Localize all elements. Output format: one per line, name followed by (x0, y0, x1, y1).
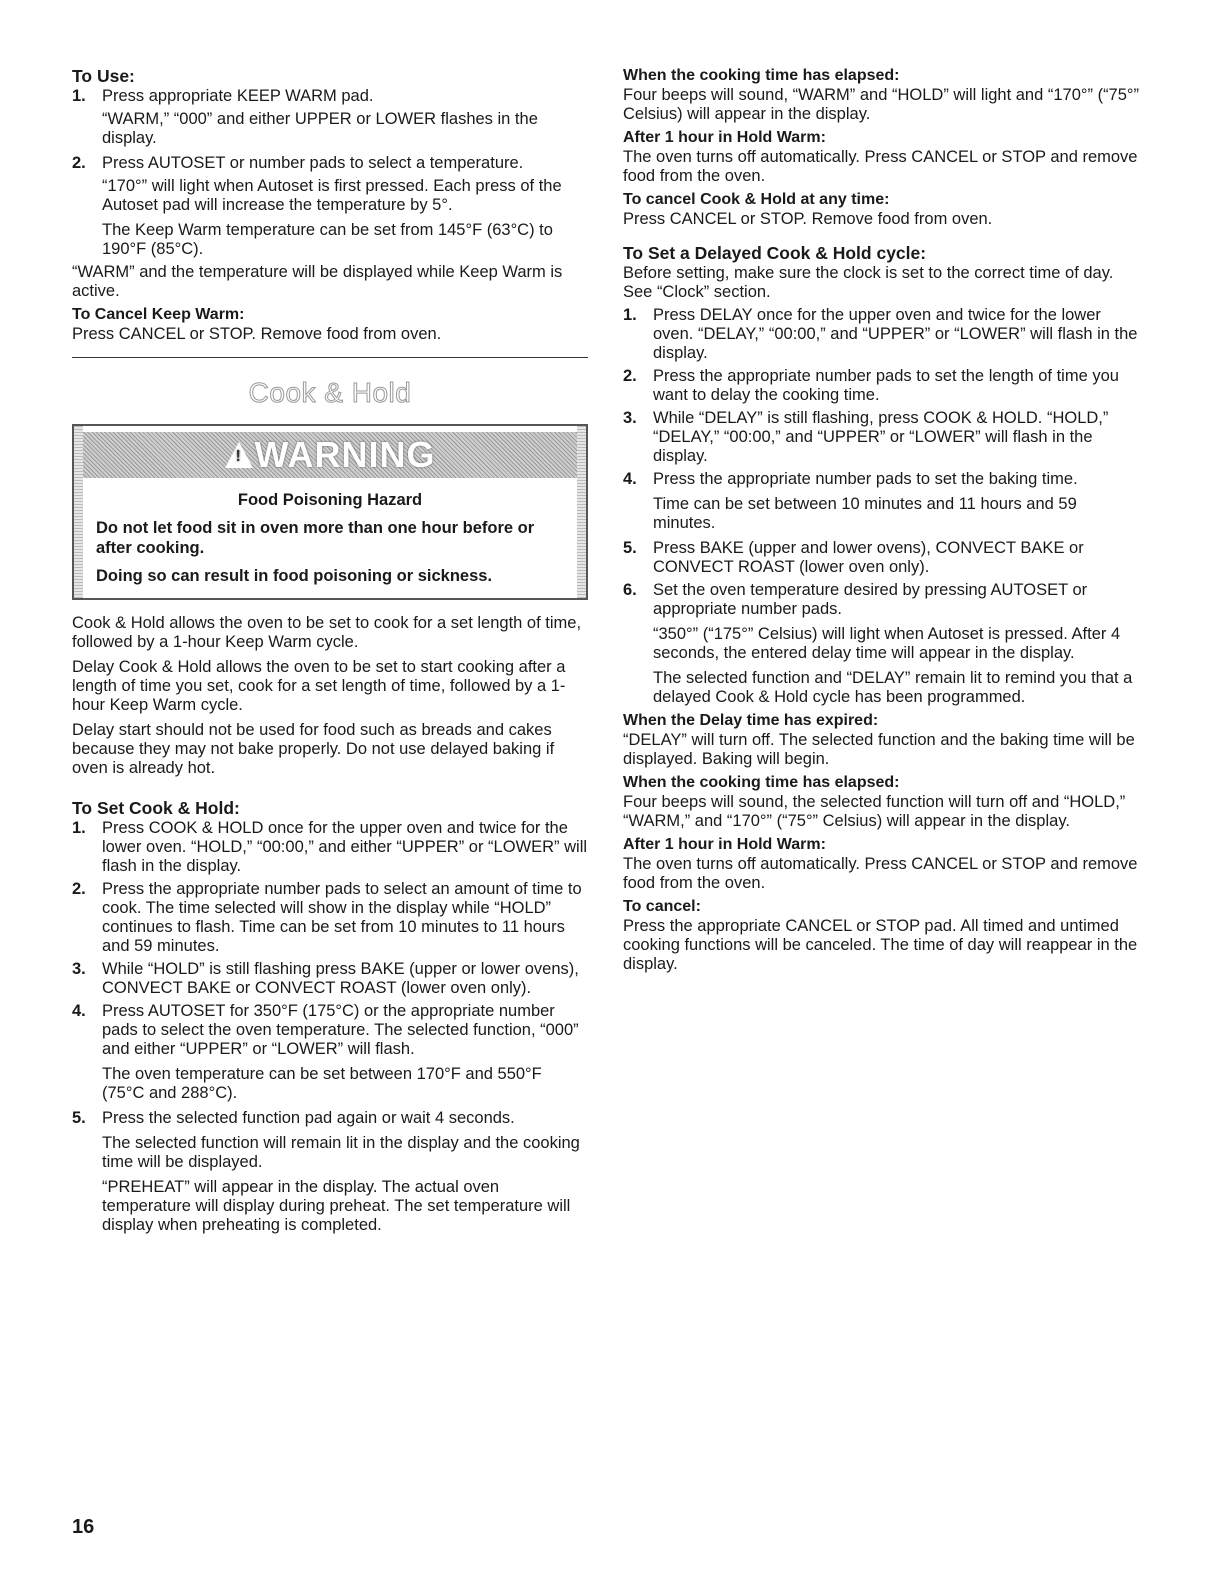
delayed-steps (623, 306, 1143, 707)
set-cook-hold-heading: To Set Cook & Hold: (72, 798, 240, 818)
intro-paragraph: Delay Cook & Hold allows the oven to be set to start cooking after a length of time you set, cook for a set length of time, followed by a 1-hour Keep Warm cycle. (72, 658, 566, 714)
right-column (623, 66, 1143, 974)
cancel-keep-warm-text: Press CANCEL or STOP. Remove food from oven. (72, 325, 442, 343)
delay-expired-heading: When the Delay time has expired: (623, 712, 879, 729)
after-hour-text: The oven turns off automatically. Press CANCEL or STOP and remove food from the oven. (623, 855, 1138, 892)
warning-triangle-icon (225, 442, 253, 468)
warning-hazard: Food Poisoning Hazard (237, 491, 423, 509)
list-item: 1. Press appropriate KEEP WARM pad. “WARM,” “000” and either UPPER or LOWER flashes in the display. (72, 87, 538, 147)
list-item: 2. Press the appropriate number pads to select an amount of time to cook. The time selected will show in the display while “HOLD” continues to flash. Time can be set from 10 minutes to 11 hours and 59 minutes. (72, 880, 582, 955)
intro-paragraph: Delay start should not be used for food such as breads and cakes because they may not bake properly. Do not use delayed baking if oven is already hot. (72, 721, 555, 777)
cancel-text: Press the appropriate CANCEL or STOP pad. All timed and untimed cooking functions will be canceled. The time of day will reappear in the display. (623, 917, 1138, 973)
set-cook-hold-steps (72, 819, 588, 1235)
warning-line-1: Do not let food sit in oven more than one hour before or after cooking. (96, 519, 535, 557)
after-hour-text: The oven turns off automatically. Press CANCEL or STOP and remove food from the oven. (623, 148, 1138, 185)
elapsed-heading: When the cooking time has elapsed: (623, 67, 900, 84)
elapsed-text: Four beeps will sound, “WARM” and “HOLD” will light and “170°” (“75°” Celsius) will appear in the display. (623, 86, 1140, 123)
section-divider (72, 357, 588, 358)
list-item: 2. Press AUTOSET or number pads to select a temperature. “170°” will light when Autoset is first pressed. Each press of the Autoset pad will increase the temperature by 5°. The Keep Warm temperature can be set from 145°F (63°C) to 190°F (85°C). (72, 154, 562, 258)
list-item: 3. While “HOLD” is still flashing press BAKE (upper or lower ovens), CONVECT BAKE or CONVECT ROAST (lower oven only). (72, 960, 579, 997)
cancel-heading: To cancel: (623, 898, 701, 915)
list-item: 4. Press AUTOSET for 350°F (175°C) or the appropriate number pads to select the oven temperature. The selected function, “000” and either “UPPER” or “LOWER” will flash. The oven temperature can be set between 170°F and 550°F (75°C and 288°C). (72, 1002, 579, 1102)
to-use-heading: To Use: (72, 66, 135, 86)
delay-expired-text: “DELAY” will turn off. The selected function and the baking time will be displayed. Baking will begin. (623, 731, 1135, 768)
list-item: 6. Set the oven temperature desired by pressing AUTOSET or appropriate number pads. “350°” (“175°” Celsius) will light when Autoset is pressed. After 4 seconds, the entered delay time will appear in the display. The selected function and “DELAY” remain lit to remind you that a delayed Cook & Hold cycle has been programmed. (623, 581, 1133, 706)
list-item: 1. Press COOK & HOLD once for the upper oven and twice for the lower oven. “HOLD,” “00:00,” and either “UPPER” or “LOWER” will flash in the display. (72, 819, 588, 875)
after-hour-heading: After 1 hour in Hold Warm: (623, 836, 826, 853)
list-item: 4. Press the appropriate number pads to set the baking time. Time can be set between 10 minutes and 11 hours and 59 minutes. (623, 470, 1078, 532)
list-item: 2. Press the appropriate number pads to set the length of time you want to delay the cooking time. (623, 367, 1119, 404)
section-title: Cook & Hold (248, 377, 412, 408)
elapsed-text: Four beeps will sound, the selected function will turn off and “HOLD,” “WARM,” and “170°” (“75°” Celsius) will appear in the display. (623, 793, 1126, 830)
warning-box (72, 424, 588, 600)
cancel-any-text: Press CANCEL or STOP. Remove food from oven. (623, 210, 993, 228)
list-item: 1. Press DELAY once for the upper oven and twice for the lower oven. “DELAY,” “00:00,” and “UPPER” or “LOWER” will flash in the display. (623, 306, 1138, 362)
warning-line-2: Doing so can result in food poisoning or sickness. (96, 567, 493, 585)
cancel-keep-warm-heading: To Cancel Keep Warm: (72, 306, 245, 323)
after-hour-heading: After 1 hour in Hold Warm: (623, 129, 826, 146)
warning-label: WARNING (254, 434, 436, 475)
delayed-intro: Before setting, make sure the clock is set to the correct time of day. See “Clock” section. (623, 264, 1114, 301)
cancel-any-heading: To cancel Cook & Hold at any time: (623, 191, 890, 208)
list-item: 5. Press BAKE (upper and lower ovens), CONVECT BAKE or CONVECT ROAST (lower oven only). (623, 539, 1084, 576)
elapsed-heading: When the cooking time has elapsed: (623, 774, 900, 791)
warning-banner (82, 432, 578, 478)
to-use-steps (72, 87, 588, 259)
list-item: 5. Press the selected function pad again or wait 4 seconds. The selected function will remain lit in the display and the cooking time will be displayed. “PREHEAT” will appear in the display. The actual oven temperature will display during preheat. The set temperature will display when preheating is completed. (72, 1109, 580, 1234)
left-column (72, 66, 588, 1235)
list-item: 3. While “DELAY” is still flashing, press COOK & HOLD. “HOLD,” “DELAY,” “00:00,” and “UPPER” or “LOWER” will flash in the display. (623, 409, 1109, 465)
keep-warm-active-text: “WARM” and the temperature will be displayed while Keep Warm is active. (72, 263, 563, 300)
delayed-heading: To Set a Delayed Cook & Hold cycle: (623, 243, 927, 263)
page-number: 16 (72, 1516, 95, 1538)
intro-paragraph: Cook & Hold allows the oven to be set to cook for a set length of time, followed by a 1-hour Keep Warm cycle. (72, 614, 582, 651)
